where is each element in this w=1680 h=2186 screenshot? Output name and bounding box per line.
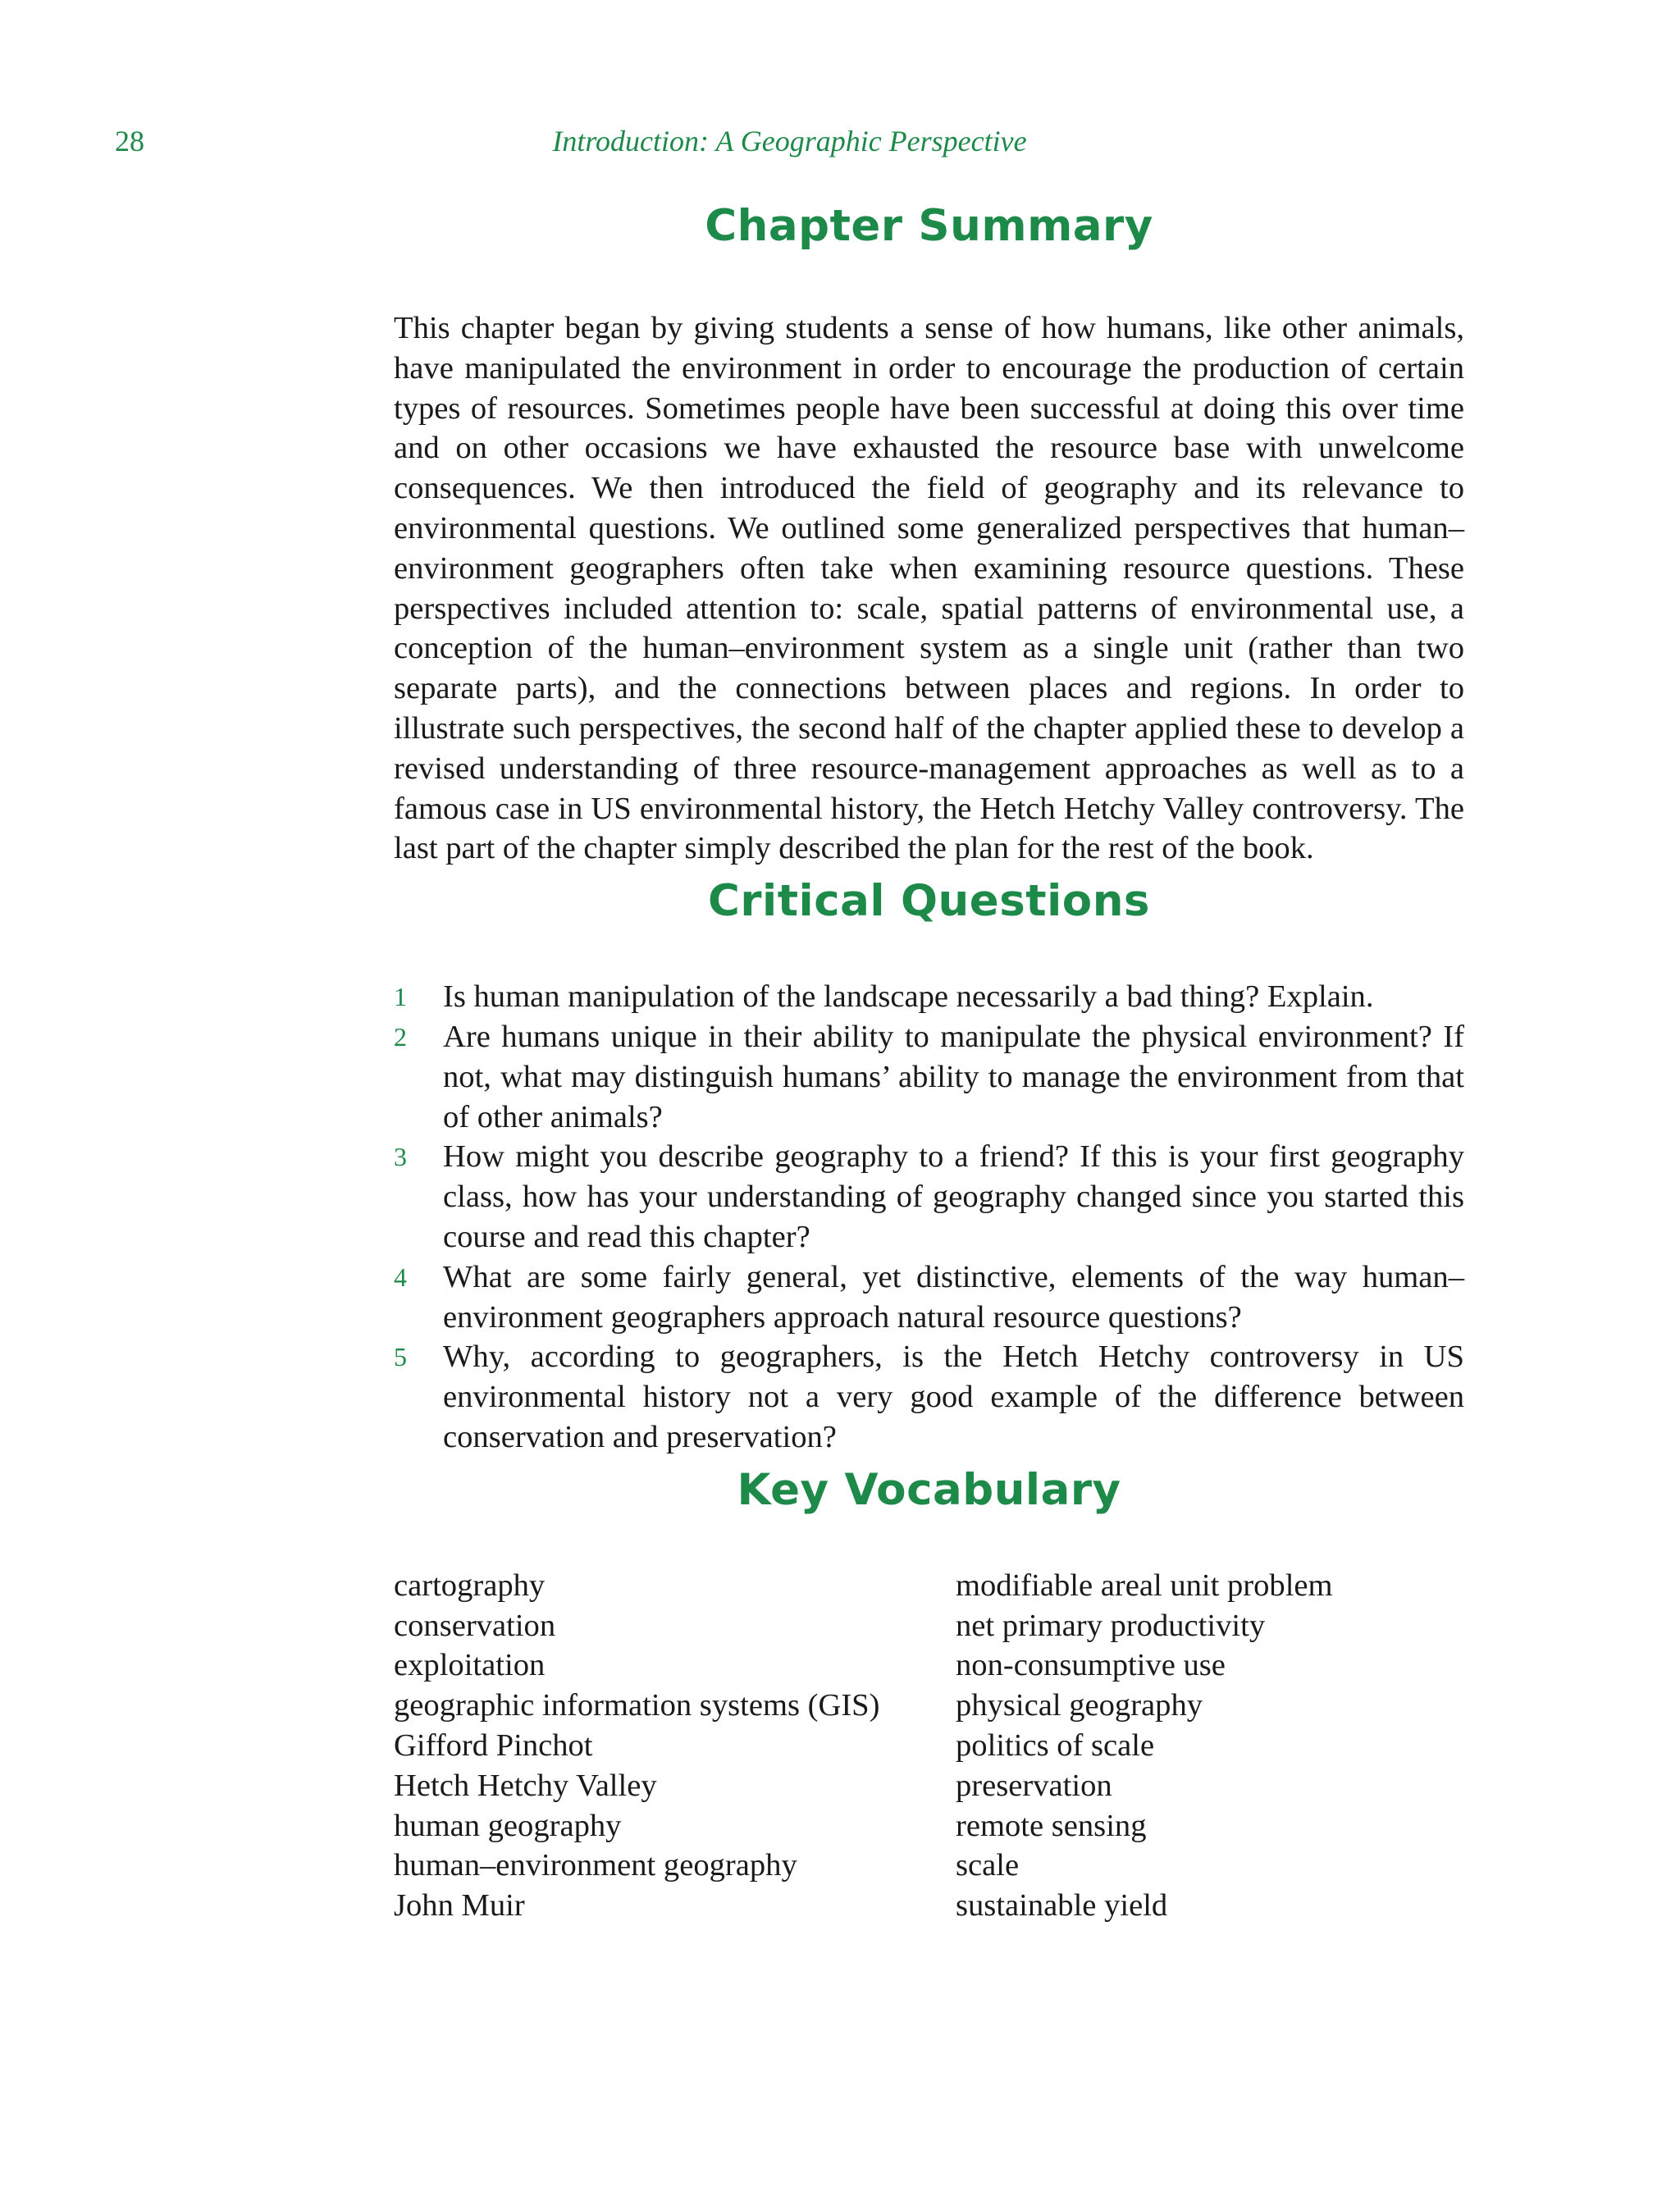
question-item: [394, 1257, 1464, 1338]
vocabulary-term: Gifford Pinchot: [394, 1727, 593, 1763]
page-content: [394, 194, 1464, 1926]
question-text: How might you describe geography to a friend? If this is your first geography class, how has your understanding of geography changed since you started this course and read this chapter?: [443, 1139, 1464, 1254]
critical-questions-title: Critical Questions: [708, 876, 1150, 927]
vocabulary-term: geographic information systems (GIS): [394, 1688, 880, 1723]
chapter-summary-text: This chapter began by giving students a sense of how humans, like other animals, have manipulated the environment in order to encourage the production of certain types of resources. Sometimes people have been successful at doing this over time and on other occasions we have exhausted the resource base with unwelcome consequences. We then introduced the field of geography and its relevance to environmental questions. We outlined some generalized perspectives that human–environment geographers often take when examining resource questions. These perspectives included attention to: scale, spatial patterns of environmental use, a conception of the human–environment system as a single unit (rather than two separate parts), and the connections between places and regions. In order to illustrate such perspectives, the second half of the chapter applied these to develop a revised understanding of three resource-management approaches as well as to a famous case in US environmental history, the Hetch Hetchy Valley controversy. The last part of the chapter simply described the plan for the rest of the book.: [394, 311, 1464, 866]
vocabulary-column-left: [394, 1566, 956, 1926]
vocabulary-term: conservation: [394, 1608, 556, 1643]
question-item: [394, 1137, 1464, 1257]
question-item: [394, 977, 1464, 1017]
vocabulary-term: remote sensing: [956, 1808, 1147, 1843]
question-text: Is human manipulation of the landscape necessarily a bad thing? Explain.: [443, 979, 1374, 1015]
vocabulary-term: Hetch Hetchy Valley: [394, 1768, 657, 1803]
question-text: Why, according to geographers, is the Hetch Hetchy controversy in US environmental history not a very good example of the difference between conservation and preservation?: [443, 1339, 1464, 1454]
question-number: 4: [394, 1262, 407, 1292]
vocabulary-term: preservation: [956, 1768, 1112, 1803]
question-item: [394, 1337, 1464, 1457]
question-number: 1: [394, 982, 407, 1012]
critical-questions-list: [394, 977, 1464, 1458]
question-number: 2: [394, 1021, 407, 1052]
question-text: Are humans unique in their ability to manipulate the physical environment? If not, what may distinguish humans’ ability to manage the environment from that of other animals?: [443, 1019, 1464, 1134]
vocabulary-term: politics of scale: [956, 1727, 1155, 1763]
vocabulary-term: John Muir: [394, 1888, 525, 1924]
key-vocabulary-title: Key Vocabulary: [737, 1464, 1121, 1515]
running-head: [0, 120, 1680, 162]
question-text: What are some fairly general, yet distinctive, elements of the way human– environment geographers approach natural resource questions?: [443, 1259, 1464, 1335]
vocabulary-term: physical geography: [956, 1688, 1203, 1723]
running-title: Introduction: A Geographic Perspective: [552, 125, 1027, 157]
vocabulary-column-right: [956, 1566, 1464, 1926]
vocabulary-term: human–environment geography: [394, 1848, 797, 1883]
key-vocabulary-list: [394, 1566, 1464, 1926]
question-item: [394, 1017, 1464, 1137]
vocabulary-term: non-consumptive use: [956, 1648, 1226, 1683]
vocabulary-term: exploitation: [394, 1648, 546, 1683]
page-number: 28: [115, 125, 144, 157]
question-number: 3: [394, 1142, 407, 1172]
vocabulary-term: cartography: [394, 1568, 546, 1603]
question-number: 5: [394, 1342, 407, 1372]
vocabulary-term: modifiable areal unit problem: [956, 1568, 1333, 1603]
chapter-summary-title: Chapter Summary: [705, 201, 1153, 251]
vocabulary-term: sustainable yield: [956, 1888, 1168, 1924]
vocabulary-term: scale: [956, 1848, 1020, 1883]
vocabulary-term: human geography: [394, 1808, 622, 1843]
vocabulary-term: net primary productivity: [956, 1608, 1266, 1643]
